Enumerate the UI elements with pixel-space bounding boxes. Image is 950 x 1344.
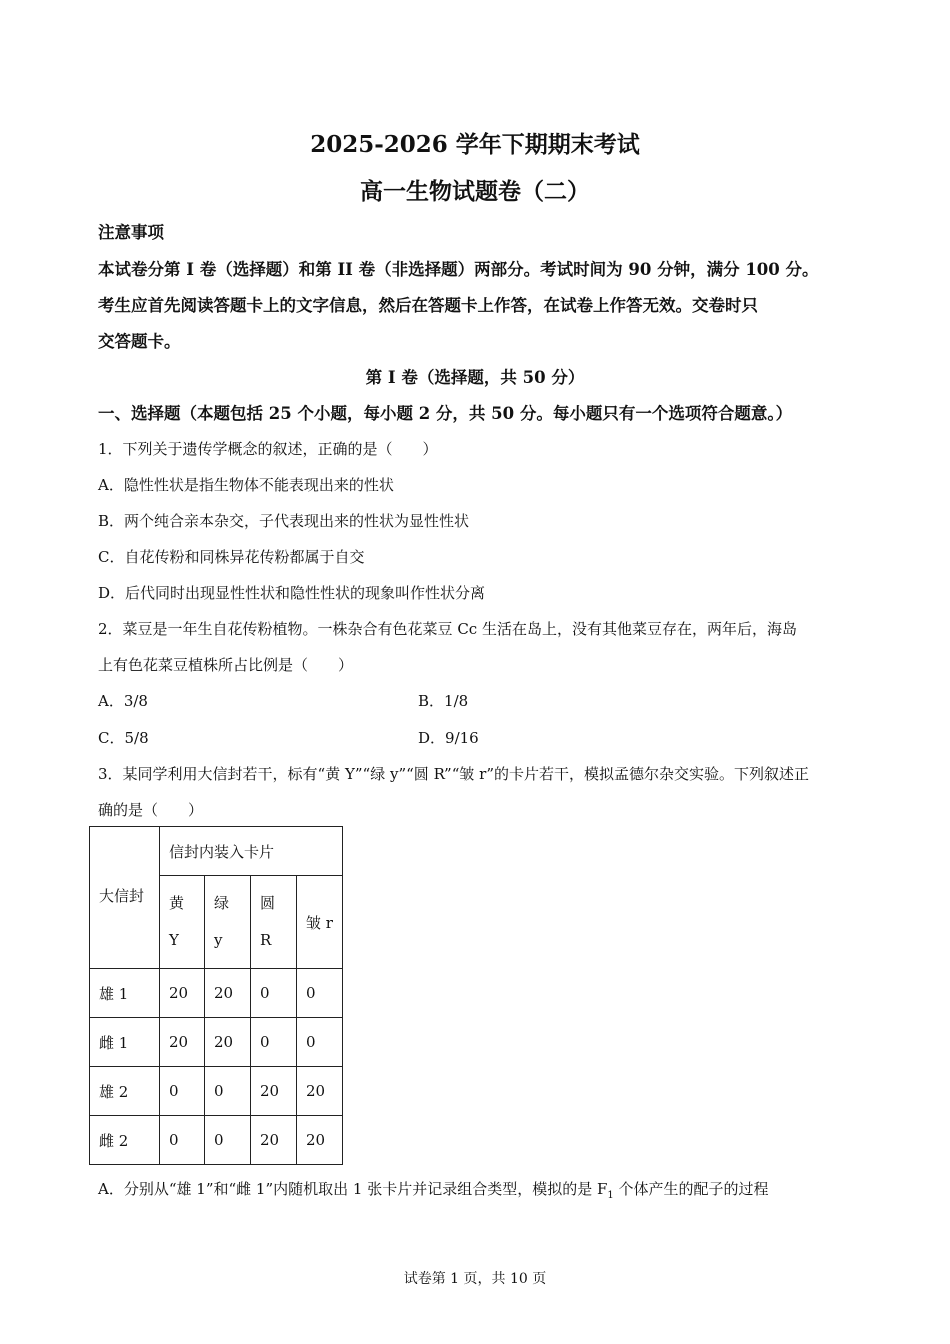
exam-subtitle: 高一生物试题卷（二） — [360, 178, 590, 205]
table-cell: 20 — [160, 969, 205, 1018]
row-label: 雌 2 — [90, 1116, 160, 1165]
question-1-option-b: B．两个纯合亲本杂交，子代表现出来的性状为显性性状 — [98, 512, 470, 530]
part1-heading: 第 I 卷（选择题，共 50 分） — [365, 368, 585, 387]
table-cell: 0 — [205, 1067, 251, 1116]
table-cell: 20 — [251, 1067, 297, 1116]
question-3-option-a: A．分别从“雄 1”和“雌 1”内随机取出 1 张卡片并记录组合类型，模拟的是 $F_1$ 个体产生的配子的过程 — [98, 1180, 769, 1201]
question-2-option-c: C．5/8 — [98, 729, 149, 747]
table-group-header: 信封内装入卡片 — [160, 827, 343, 876]
notice-line: 考生应首先阅读答题卡上的文字信息，然后在答题卡上作答，在试卷上作答无效。交卷时只 — [98, 296, 758, 315]
table-cell: 20 — [297, 1067, 343, 1116]
page-footer: 试卷第 1 页，共 10 页 — [403, 1271, 547, 1287]
question-1-stem: 1．下列关于遗传学概念的叙述，正确的是（ ） — [98, 440, 438, 458]
column-header: 绿 y — [205, 876, 251, 969]
row-label: 雄 1 — [90, 969, 160, 1018]
question-2-stem: 上有色花菜豆植株所占比例是（ ） — [98, 656, 354, 674]
table-cell: 0 — [160, 1116, 205, 1165]
table-row — [90, 1067, 343, 1116]
question-1-option-a: A．隐性性状是指生物体不能表现出来的性状 — [98, 476, 394, 494]
table-cell: 20 — [205, 969, 251, 1018]
notice-line: 交答题卡。 — [98, 332, 181, 351]
question-2-stem: 2．菜豆是一年生自花传粉植物。一株杂合有色花菜豆 Cc 生活在岛上，没有其他菜豆存在，两年后，海岛 — [98, 620, 797, 638]
table-cell: 20 — [251, 1116, 297, 1165]
question-2-option-d: D．9/16 — [418, 729, 479, 747]
table-cell: 20 — [297, 1116, 343, 1165]
exam-title: 2025-2026 学年下期期末考试 — [310, 131, 640, 158]
table-cell: 0 — [297, 969, 343, 1018]
section-heading: 一、选择题（本题包括 25 个小题，每小题 2 分，共 50 分。每小题只有一个选项符合题意。） — [98, 404, 793, 423]
question-3-stem: 确的是（ ） — [98, 801, 204, 819]
question-2-option-a: A．3/8 — [98, 692, 148, 710]
table-cell: 0 — [160, 1067, 205, 1116]
table-cell: 0 — [297, 1018, 343, 1067]
row-label: 雄 2 — [90, 1067, 160, 1116]
question-2-option-b: B．1/8 — [418, 692, 469, 710]
table-cell: 0 — [251, 969, 297, 1018]
notice-heading: 注意事项 — [98, 223, 164, 242]
table-row — [90, 1018, 343, 1067]
table-cell: 20 — [160, 1018, 205, 1067]
column-header: 圆 R — [251, 876, 297, 969]
question-1-option-d: D．后代同时出现显性性状和隐性性状的现象叫作性状分离 — [98, 584, 486, 602]
table-cell: 0 — [205, 1116, 251, 1165]
question-3-stem: 3．某同学利用大信封若干，标有“黄 Y”“绿 y”“圆 R”“皱 r”的卡片若干，模拟孟德尔杂交实验。下列叙述正 — [98, 765, 809, 783]
card-table — [89, 826, 343, 1165]
row-label: 雌 1 — [90, 1018, 160, 1067]
question-1-option-c: C．自花传粉和同株异花传粉都属于自交 — [98, 548, 365, 566]
table-row — [90, 969, 343, 1018]
table-cell: 20 — [205, 1018, 251, 1067]
column-header: 黄 Y — [160, 876, 205, 969]
notice-line: 本试卷分第 I 卷（选择题）和第 II 卷（非选择题）两部分。考试时间为 90 分钟，满分 100 分。 — [98, 260, 819, 279]
table-cell: 0 — [251, 1018, 297, 1067]
table-corner-header: 大信封 — [90, 827, 160, 969]
table-row — [90, 1116, 343, 1165]
column-header: 皱 r — [297, 876, 343, 969]
